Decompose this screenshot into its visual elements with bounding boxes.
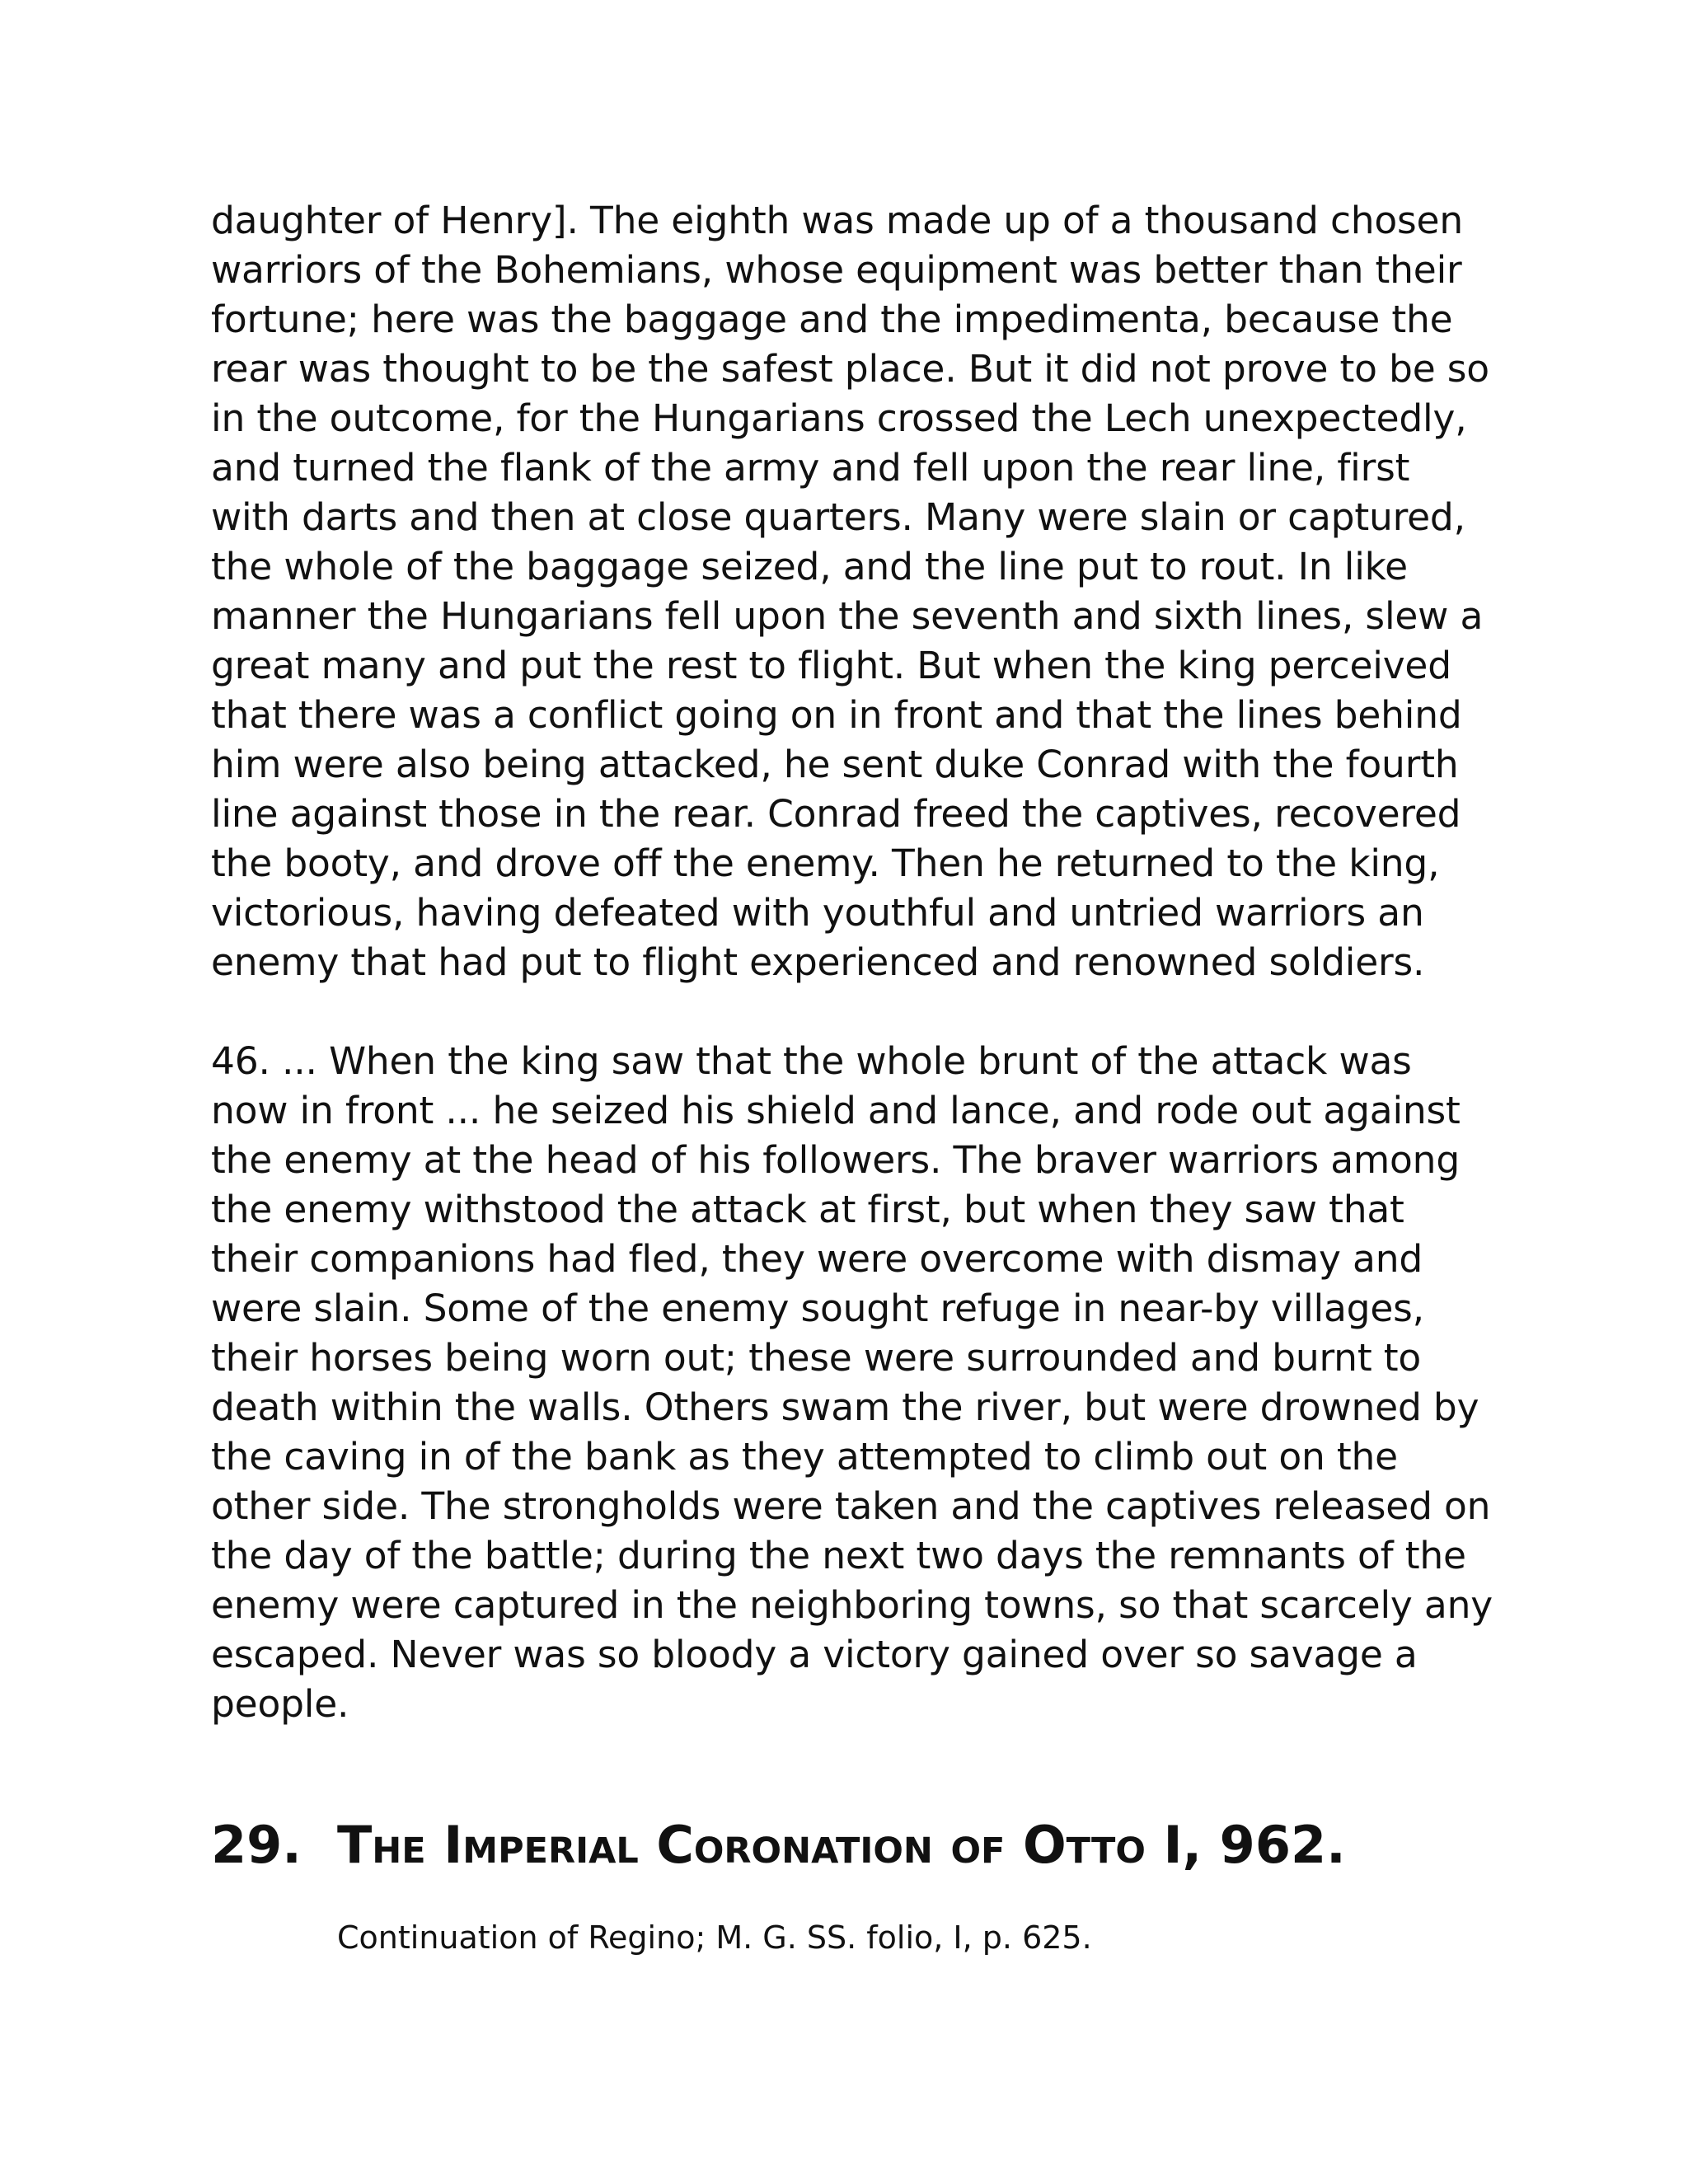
section-heading [211, 1816, 1346, 1875]
paragraph-46-king-attack: 46. ... When the king saw that the whole brunt of the attack was now in front ... he seized his shield and lance, and rode out against the enemy at the head of his followers. The braver warriors among the enemy withstood the attack at first, but when they saw that their companions had fled, they were overcome with dismay and were slain. Some of the enemy sought refuge in near-by villages, their horses being worn out; these were surrounded and burnt to death within the walls. Others swam the river, but were drowned by the caving in of the bank as they attempted to climb out on the other side. The strongholds were taken and the captives released on the day of the battle; during the next two days the remnants of the enemy were captured in the neighboring towns, so that scarcely any escaped. Never was so bloody a victory gained over so savage a people. [211, 1039, 1493, 1726]
source-citation: Continuation of Regino; M. G. SS. folio, I, p. 625. [337, 1919, 1092, 1956]
section-number: 29. [211, 1815, 302, 1875]
document-page [211, 196, 1497, 1956]
paragraph-battle-rear-lines: daughter of Henry]. The eighth was made up of a thousand chosen warriors of the Bohemians, whose equipment was better than their fortune; here was the baggage and the impedimenta, because the rear was thought to be the safest place. But it did not prove to be so in the outcome, for the Hungarians crossed the Lech unexpectedly, and turned the flank of the army and fell upon the rear line, first with darts and then at close quarters. Many were slain or captured, the whole of the baggage seized, and the line put to rout. In like manner the Hungarians fell upon the seventh and sixth lines, slew a great many and put the rest to flight. But when the king perceived that there was a conflict going on in front and that the lines behind him were also being attacked, he sent duke Conrad with the fourth line against those in the rear. Conrad freed the captives, recovered the booty, and drove off the enemy. Then he returned to the king, victorious, having defeated with youthful and untried warriors an enemy that had put to flight experienced and renowned soldiers. [211, 199, 1489, 984]
section-title: The Imperial Coronation of Otto I, 962. [337, 1815, 1346, 1875]
